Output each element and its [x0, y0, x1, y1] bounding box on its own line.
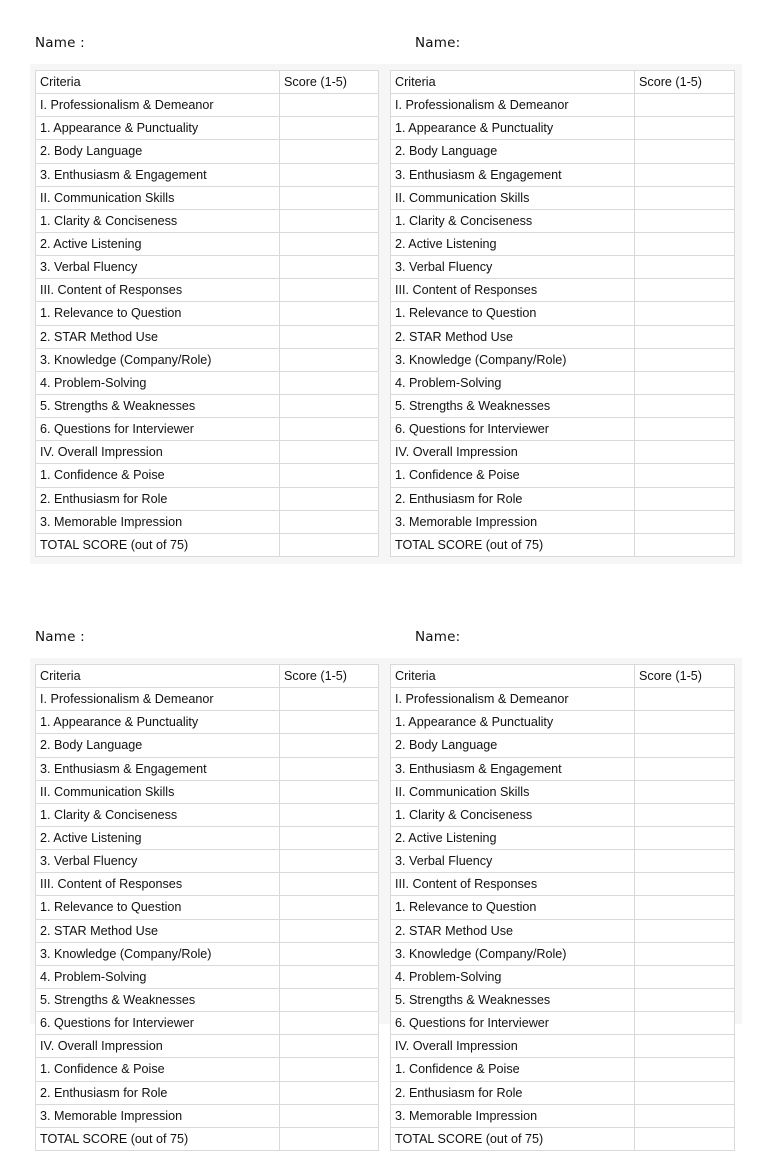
- criteria-cell: 2. Active Listening: [391, 232, 635, 255]
- table-row: [391, 232, 735, 255]
- score-table-top-right: [390, 70, 735, 557]
- score-entry-cell[interactable]: [280, 896, 379, 919]
- table-row: [36, 1058, 379, 1081]
- score-header: Score (1-5): [635, 71, 735, 94]
- criteria-cell: 4. Problem-Solving: [391, 371, 635, 394]
- score-entry-cell[interactable]: [280, 1035, 379, 1058]
- table-row: [36, 734, 379, 757]
- table-row: [36, 711, 379, 734]
- name-label-bottom-left: Name :: [35, 629, 85, 645]
- name-label-top-right: Name:: [415, 35, 461, 51]
- criteria-cell: 5. Strengths & Weaknesses: [391, 394, 635, 417]
- score-entry-cell[interactable]: [280, 850, 379, 873]
- table-row: [36, 186, 379, 209]
- table-row: [36, 1035, 379, 1058]
- score-entry-cell[interactable]: [280, 302, 379, 325]
- table-row: [391, 803, 735, 826]
- score-entry-cell[interactable]: [635, 441, 735, 464]
- criteria-cell: 5. Strengths & Weaknesses: [36, 988, 280, 1011]
- criteria-cell: III. Content of Responses: [391, 873, 635, 896]
- score-entry-cell[interactable]: [280, 140, 379, 163]
- score-entry-cell[interactable]: [635, 1035, 735, 1058]
- table-row: [391, 256, 735, 279]
- table-row: [36, 942, 379, 965]
- criteria-cell: IV. Overall Impression: [391, 1035, 635, 1058]
- score-entry-cell[interactable]: [635, 94, 735, 117]
- table-row: [36, 510, 379, 533]
- score-entry-cell[interactable]: [635, 418, 735, 441]
- table-row: [36, 826, 379, 849]
- criteria-cell: TOTAL SCORE (out of 75): [391, 1127, 635, 1150]
- criteria-cell: 5. Strengths & Weaknesses: [36, 394, 280, 417]
- table-row: [36, 371, 379, 394]
- table-row: [391, 348, 735, 371]
- criteria-cell: II. Communication Skills: [36, 186, 280, 209]
- table-row: [391, 140, 735, 163]
- name-label-bottom-right: Name:: [415, 629, 461, 645]
- criteria-cell: III. Content of Responses: [36, 873, 280, 896]
- criteria-header: Criteria: [391, 71, 635, 94]
- table-row: [36, 256, 379, 279]
- table-row: [36, 163, 379, 186]
- criteria-cell: 3. Enthusiasm & Engagement: [36, 163, 280, 186]
- table-row: [36, 140, 379, 163]
- score-entry-cell[interactable]: [635, 325, 735, 348]
- table-row: [36, 325, 379, 348]
- score-entry-cell[interactable]: [280, 780, 379, 803]
- table-row: [36, 780, 379, 803]
- table-row: [36, 988, 379, 1011]
- criteria-cell: 6. Questions for Interviewer: [36, 1012, 280, 1035]
- criteria-cell: 1. Appearance & Punctuality: [391, 117, 635, 140]
- score-entry-cell[interactable]: [635, 279, 735, 302]
- table-row: [391, 487, 735, 510]
- score-entry-cell[interactable]: [280, 487, 379, 510]
- score-entry-cell[interactable]: [280, 464, 379, 487]
- score-entry-cell[interactable]: [280, 803, 379, 826]
- table-row: [391, 1058, 735, 1081]
- criteria-cell: IV. Overall Impression: [391, 441, 635, 464]
- score-entry-cell[interactable]: [280, 418, 379, 441]
- table-row: [391, 94, 735, 117]
- criteria-cell: II. Communication Skills: [36, 780, 280, 803]
- criteria-cell: I. Professionalism & Demeanor: [36, 94, 280, 117]
- table-row: [391, 533, 735, 556]
- score-entry-cell[interactable]: [635, 1104, 735, 1127]
- criteria-cell: 1. Confidence & Poise: [36, 1058, 280, 1081]
- table-row: [391, 942, 735, 965]
- table-row: [36, 965, 379, 988]
- criteria-cell: 1. Relevance to Question: [391, 302, 635, 325]
- score-entry-cell[interactable]: [635, 711, 735, 734]
- criteria-cell: 2. Enthusiasm for Role: [391, 487, 635, 510]
- criteria-cell: 3. Enthusiasm & Engagement: [36, 757, 280, 780]
- table-row: [391, 757, 735, 780]
- score-entry-cell[interactable]: [635, 232, 735, 255]
- criteria-cell: 6. Questions for Interviewer: [391, 1012, 635, 1035]
- score-entry-cell[interactable]: [635, 371, 735, 394]
- table-header-row: [36, 665, 379, 688]
- score-entry-cell[interactable]: [280, 232, 379, 255]
- score-entry-cell[interactable]: [280, 441, 379, 464]
- table-row: [391, 780, 735, 803]
- criteria-cell: 3. Verbal Fluency: [36, 850, 280, 873]
- score-entry-cell[interactable]: [635, 734, 735, 757]
- criteria-cell: 1. Confidence & Poise: [391, 1058, 635, 1081]
- score-entry-cell[interactable]: [280, 325, 379, 348]
- score-entry-cell[interactable]: [280, 94, 379, 117]
- criteria-cell: TOTAL SCORE (out of 75): [36, 533, 280, 556]
- score-entry-cell[interactable]: [280, 163, 379, 186]
- table-row: [391, 371, 735, 394]
- table-header-row: [391, 665, 735, 688]
- score-entry-cell[interactable]: [635, 256, 735, 279]
- criteria-cell: 1. Confidence & Poise: [391, 464, 635, 487]
- score-entry-cell[interactable]: [635, 163, 735, 186]
- criteria-cell: 2. Body Language: [36, 140, 280, 163]
- score-entry-cell[interactable]: [280, 279, 379, 302]
- table-row: [36, 533, 379, 556]
- score-entry-cell[interactable]: [635, 826, 735, 849]
- score-entry-cell[interactable]: [280, 117, 379, 140]
- score-entry-cell[interactable]: [280, 256, 379, 279]
- score-entry-cell[interactable]: [280, 394, 379, 417]
- criteria-cell: 1. Clarity & Conciseness: [391, 803, 635, 826]
- score-entry-cell[interactable]: [280, 757, 379, 780]
- table-row: [391, 850, 735, 873]
- criteria-cell: III. Content of Responses: [391, 279, 635, 302]
- score-entry-cell[interactable]: [280, 711, 379, 734]
- score-entry-cell[interactable]: [635, 487, 735, 510]
- criteria-cell: 1. Clarity & Conciseness: [36, 209, 280, 232]
- table-row: [391, 163, 735, 186]
- criteria-cell: 3. Memorable Impression: [391, 510, 635, 533]
- score-entry-cell[interactable]: [635, 1012, 735, 1035]
- table-row: [36, 117, 379, 140]
- criteria-cell: 1. Appearance & Punctuality: [36, 711, 280, 734]
- table-row: [36, 441, 379, 464]
- score-entry-cell[interactable]: [280, 533, 379, 556]
- criteria-cell: TOTAL SCORE (out of 75): [391, 533, 635, 556]
- criteria-cell: 2. Active Listening: [391, 826, 635, 849]
- table-row: [391, 464, 735, 487]
- table-row: [391, 325, 735, 348]
- score-entry-cell[interactable]: [280, 826, 379, 849]
- score-header: Score (1-5): [280, 71, 379, 94]
- criteria-cell: II. Communication Skills: [391, 186, 635, 209]
- score-entry-cell[interactable]: [635, 209, 735, 232]
- criteria-cell: 2. STAR Method Use: [391, 325, 635, 348]
- criteria-cell: 4. Problem-Solving: [391, 965, 635, 988]
- criteria-cell: 5. Strengths & Weaknesses: [391, 988, 635, 1011]
- table-row: [391, 873, 735, 896]
- score-entry-cell[interactable]: [280, 873, 379, 896]
- criteria-cell: 1. Confidence & Poise: [36, 464, 280, 487]
- score-entry-cell[interactable]: [635, 1127, 735, 1150]
- criteria-cell: 2. Body Language: [391, 734, 635, 757]
- score-entry-cell[interactable]: [280, 1104, 379, 1127]
- criteria-cell: I. Professionalism & Demeanor: [391, 94, 635, 117]
- score-entry-cell[interactable]: [635, 688, 735, 711]
- score-entry-cell[interactable]: [635, 803, 735, 826]
- table-row: [36, 803, 379, 826]
- score-entry-cell[interactable]: [635, 302, 735, 325]
- table-row: [36, 348, 379, 371]
- score-entry-cell[interactable]: [635, 533, 735, 556]
- score-entry-cell[interactable]: [635, 117, 735, 140]
- criteria-cell: 1. Clarity & Conciseness: [391, 209, 635, 232]
- criteria-cell: I. Professionalism & Demeanor: [391, 688, 635, 711]
- criteria-cell: 2. Active Listening: [36, 826, 280, 849]
- table-row: [36, 394, 379, 417]
- score-entry-cell[interactable]: [280, 371, 379, 394]
- criteria-cell: 3. Knowledge (Company/Role): [391, 348, 635, 371]
- table-row: [36, 896, 379, 919]
- criteria-cell: 1. Clarity & Conciseness: [36, 803, 280, 826]
- table-row: [391, 279, 735, 302]
- score-entry-cell[interactable]: [280, 510, 379, 533]
- criteria-cell: 2. STAR Method Use: [36, 919, 280, 942]
- criteria-cell: 3. Knowledge (Company/Role): [36, 942, 280, 965]
- score-entry-cell[interactable]: [635, 850, 735, 873]
- table-row: [391, 302, 735, 325]
- score-entry-cell[interactable]: [280, 965, 379, 988]
- table-row: [36, 418, 379, 441]
- table-row: [391, 826, 735, 849]
- criteria-cell: 3. Knowledge (Company/Role): [36, 348, 280, 371]
- criteria-cell: 2. Enthusiasm for Role: [391, 1081, 635, 1104]
- table-row: [36, 94, 379, 117]
- criteria-cell: 3. Memorable Impression: [36, 1104, 280, 1127]
- score-entry-cell[interactable]: [280, 1081, 379, 1104]
- table-row: [391, 441, 735, 464]
- name-label-top-left: Name :: [35, 35, 85, 51]
- criteria-cell: 3. Enthusiasm & Engagement: [391, 757, 635, 780]
- score-entry-cell[interactable]: [280, 348, 379, 371]
- criteria-cell: 2. Enthusiasm for Role: [36, 487, 280, 510]
- criteria-header: Criteria: [36, 665, 280, 688]
- criteria-cell: 4. Problem-Solving: [36, 965, 280, 988]
- criteria-cell: 3. Enthusiasm & Engagement: [391, 163, 635, 186]
- score-entry-cell[interactable]: [635, 394, 735, 417]
- criteria-cell: III. Content of Responses: [36, 279, 280, 302]
- criteria-cell: 1. Appearance & Punctuality: [391, 711, 635, 734]
- table-row: [36, 1104, 379, 1127]
- table-header-row: [36, 71, 379, 94]
- criteria-cell: 2. Enthusiasm for Role: [36, 1081, 280, 1104]
- score-header: Score (1-5): [635, 665, 735, 688]
- criteria-cell: TOTAL SCORE (out of 75): [36, 1127, 280, 1150]
- score-entry-cell[interactable]: [635, 510, 735, 533]
- criteria-cell: 3. Memorable Impression: [36, 510, 280, 533]
- score-entry-cell[interactable]: [635, 896, 735, 919]
- score-entry-cell[interactable]: [280, 186, 379, 209]
- criteria-cell: 1. Relevance to Question: [391, 896, 635, 919]
- criteria-cell: IV. Overall Impression: [36, 441, 280, 464]
- criteria-cell: 2. STAR Method Use: [391, 919, 635, 942]
- table-row: [391, 394, 735, 417]
- table-row: [36, 850, 379, 873]
- score-entry-cell[interactable]: [635, 988, 735, 1011]
- criteria-cell: 2. Body Language: [391, 140, 635, 163]
- criteria-cell: 3. Memorable Impression: [391, 1104, 635, 1127]
- score-entry-cell[interactable]: [635, 140, 735, 163]
- score-entry-cell[interactable]: [635, 464, 735, 487]
- score-entry-cell[interactable]: [635, 348, 735, 371]
- criteria-header: Criteria: [391, 665, 635, 688]
- table-row: [391, 988, 735, 1011]
- table-row: [391, 418, 735, 441]
- table-row: [391, 688, 735, 711]
- criteria-cell: I. Professionalism & Demeanor: [36, 688, 280, 711]
- table-row: [391, 919, 735, 942]
- criteria-cell: 2. STAR Method Use: [36, 325, 280, 348]
- table-row: [36, 757, 379, 780]
- table-row: [36, 464, 379, 487]
- criteria-cell: 3. Knowledge (Company/Role): [391, 942, 635, 965]
- table-row: [391, 734, 735, 757]
- table-row: [36, 209, 379, 232]
- score-header: Score (1-5): [280, 665, 379, 688]
- score-entry-cell[interactable]: [635, 942, 735, 965]
- table-row: [391, 1012, 735, 1035]
- table-row: [391, 117, 735, 140]
- criteria-cell: 1. Relevance to Question: [36, 896, 280, 919]
- table-row: [391, 1127, 735, 1150]
- table-row: [36, 1127, 379, 1150]
- criteria-cell: 4. Problem-Solving: [36, 371, 280, 394]
- score-entry-cell[interactable]: [635, 965, 735, 988]
- score-entry-cell[interactable]: [280, 988, 379, 1011]
- criteria-cell: 3. Verbal Fluency: [36, 256, 280, 279]
- table-row: [36, 873, 379, 896]
- table-row: [391, 1035, 735, 1058]
- table-row: [36, 232, 379, 255]
- table-row: [391, 1081, 735, 1104]
- score-table-bottom-right: [390, 664, 735, 1151]
- score-entry-cell[interactable]: [280, 734, 379, 757]
- score-entry-cell[interactable]: [635, 919, 735, 942]
- score-entry-cell[interactable]: [280, 1127, 379, 1150]
- criteria-cell: 6. Questions for Interviewer: [36, 418, 280, 441]
- criteria-cell: 6. Questions for Interviewer: [391, 418, 635, 441]
- criteria-cell: 1. Appearance & Punctuality: [36, 117, 280, 140]
- criteria-header: Criteria: [36, 71, 280, 94]
- criteria-cell: II. Communication Skills: [391, 780, 635, 803]
- score-entry-cell[interactable]: [280, 688, 379, 711]
- criteria-cell: 1. Relevance to Question: [36, 302, 280, 325]
- criteria-cell: IV. Overall Impression: [36, 1035, 280, 1058]
- table-row: [391, 1104, 735, 1127]
- criteria-cell: 2. Body Language: [36, 734, 280, 757]
- score-entry-cell[interactable]: [635, 1081, 735, 1104]
- table-header-row: [391, 71, 735, 94]
- table-row: [36, 688, 379, 711]
- table-row: [391, 711, 735, 734]
- criteria-cell: 2. Active Listening: [36, 232, 280, 255]
- score-table-bottom-left: [35, 664, 379, 1151]
- score-table-top-left: [35, 70, 379, 557]
- score-entry-cell[interactable]: [635, 186, 735, 209]
- table-row: [391, 896, 735, 919]
- score-entry-cell[interactable]: [635, 873, 735, 896]
- table-row: [36, 1012, 379, 1035]
- table-row: [391, 186, 735, 209]
- score-entry-cell[interactable]: [280, 1058, 379, 1081]
- table-row: [391, 209, 735, 232]
- score-entry-cell[interactable]: [635, 757, 735, 780]
- table-row: [36, 279, 379, 302]
- table-row: [36, 302, 379, 325]
- table-row: [391, 510, 735, 533]
- score-entry-cell[interactable]: [280, 209, 379, 232]
- score-entry-cell[interactable]: [635, 780, 735, 803]
- criteria-cell: 3. Verbal Fluency: [391, 850, 635, 873]
- table-row: [36, 487, 379, 510]
- criteria-cell: 3. Verbal Fluency: [391, 256, 635, 279]
- score-entry-cell[interactable]: [280, 942, 379, 965]
- table-row: [391, 965, 735, 988]
- score-entry-cell[interactable]: [280, 1012, 379, 1035]
- table-row: [36, 1081, 379, 1104]
- score-entry-cell[interactable]: [280, 919, 379, 942]
- table-row: [36, 919, 379, 942]
- score-entry-cell[interactable]: [635, 1058, 735, 1081]
